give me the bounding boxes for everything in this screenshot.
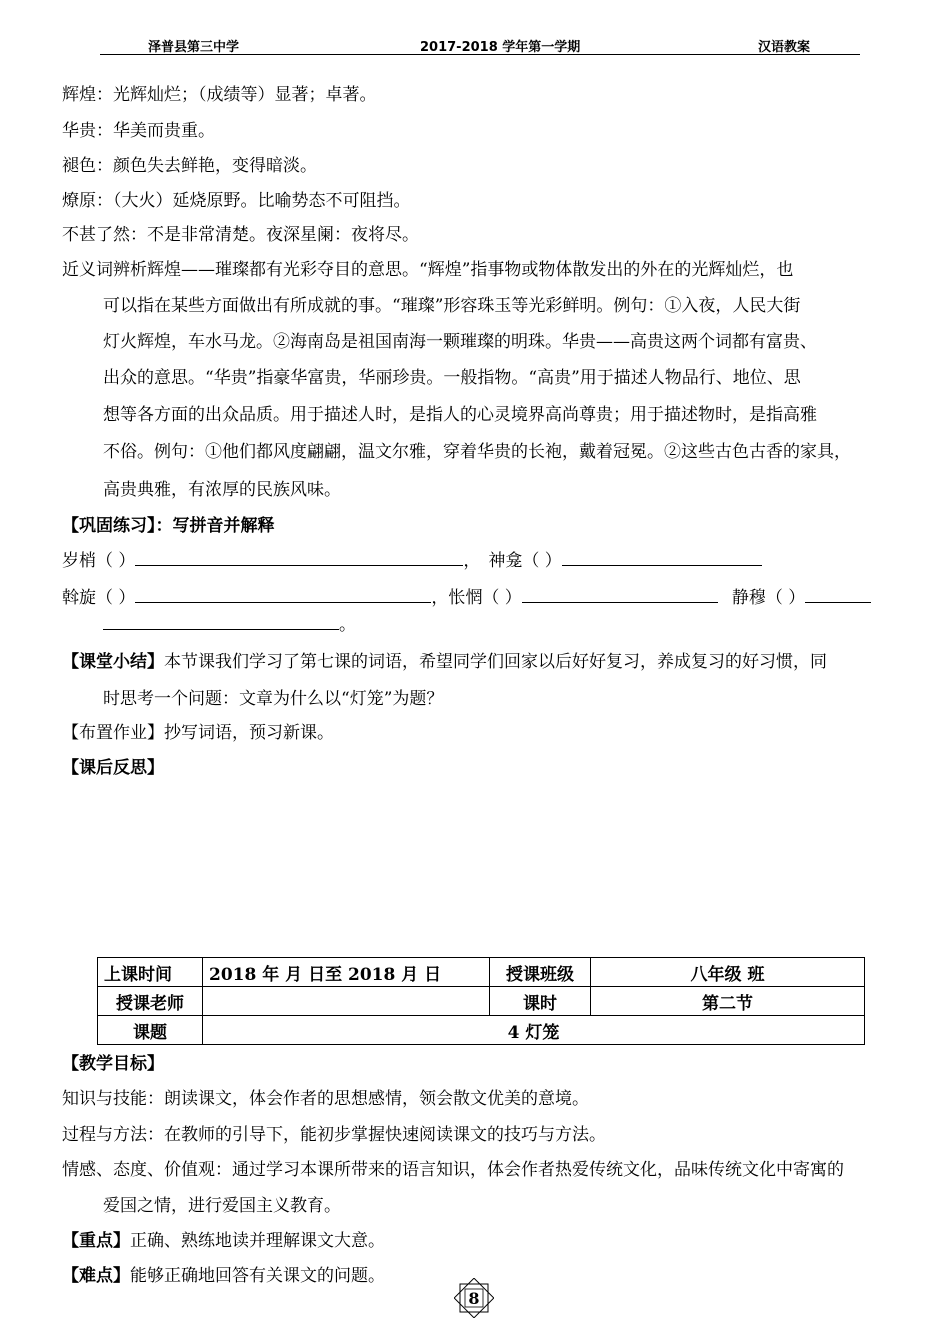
lesson-info-table	[97, 957, 865, 1045]
analysis-line: 可以指在某些方面做出有所成就的事。“璀璨”形容珠玉等光彩鲜明。例句：①入夜，人民大街	[103, 296, 801, 316]
page-header	[100, 34, 860, 55]
vocab-line: 华贵：华美而贵重。	[62, 121, 215, 141]
analysis-line: 想等各方面的出众品质。用于描述人时，是指人的心灵境界高尚尊贵；用于描述物时，是指高雅	[103, 405, 817, 425]
time-value: 2018 年 月 日至 2018 月 日	[203, 958, 490, 987]
key-point-line	[62, 1226, 385, 1251]
answer-blank[interactable]	[562, 551, 762, 566]
objective-emotion-cont: 爱国之情，进行爱国主义教育。	[103, 1196, 341, 1216]
pinyin-paren: （ ）	[522, 551, 562, 571]
homework-line	[62, 718, 334, 743]
exercise-word: 怅惘	[448, 588, 483, 608]
analysis-line: 高贵典雅，有浓厚的民族风味。	[103, 480, 341, 500]
exercise-word: 神龛	[488, 551, 523, 571]
vocab-line: 辉煌：光辉灿烂；（成绩等）显著；卓著。	[62, 85, 377, 105]
key-point-text: 正确、熟练地读并理解课文大意。	[130, 1231, 385, 1251]
class-label: 授课班级	[490, 958, 591, 987]
teacher-value	[203, 987, 490, 1016]
answer-blank[interactable]	[522, 588, 718, 603]
header-school: 泽普县第三中学	[148, 40, 240, 55]
exercise-row-2	[62, 583, 871, 608]
teacher-label: 授课老师	[98, 987, 203, 1016]
period: 。	[339, 615, 356, 635]
analysis-line: 出众的意思。“华贵”指豪华富贵，华丽珍贵。一般指物。“高贵”用于描述人物品行、地位、思	[103, 368, 801, 388]
pinyin-paren: （ ）	[96, 551, 136, 571]
objective-emotion: 情感、态度、价值观：通过学习本课所带来的语言知识，体会作者热爱传统文化，品味传统文化中寄寓的	[62, 1160, 844, 1180]
analysis-line: 灯火辉煌，车水马龙。②海南岛是祖国南海一颗璀璨的明珠。华贵——高贵这两个词都有富贵、	[103, 332, 817, 352]
class-value: 八年级 班	[591, 958, 865, 987]
answer-blank[interactable]	[135, 588, 431, 603]
difficulty-line	[62, 1261, 385, 1286]
difficulty-tag: 【难点】	[62, 1266, 130, 1286]
objectives-heading: 【教学目标】	[62, 1054, 164, 1074]
exercise-word: 静穆	[731, 588, 766, 608]
vocab-line: 不甚了然：不是非常清楚。夜深星阑：夜将尽。	[62, 225, 419, 245]
exercise-word: 斡旋	[62, 588, 96, 608]
vocab-line: 燎原：（大火）延烧原野。比喻势态不可阻挡。	[62, 191, 411, 211]
homework-tag: 【布置作业】	[62, 723, 164, 743]
exercise-row-3	[103, 610, 356, 635]
difficulty-text: 能够正确地回答有关课文的问题。	[130, 1266, 385, 1286]
homework-text: 抄写词语，预习新课。	[164, 723, 334, 743]
pinyin-paren: （ ）	[482, 588, 522, 608]
objective-knowledge: 知识与技能：朗读课文，体会作者的思想感情，领会散文优美的意境。	[62, 1089, 589, 1109]
answer-blank[interactable]	[103, 615, 339, 630]
comma: ，	[463, 551, 481, 571]
header-doc-type: 汉语教案	[758, 40, 811, 55]
exercise-word: 岁梢	[62, 551, 96, 571]
key-point-tag: 【重点】	[62, 1231, 130, 1251]
answer-blank[interactable]	[135, 551, 463, 566]
period-value: 第二节	[591, 987, 865, 1016]
time-label: 上课时间	[98, 958, 203, 987]
topic-label: 课题	[98, 1016, 203, 1045]
pinyin-paren: （ ）	[96, 588, 136, 608]
summary-line-2: 时思考一个问题：文章为什么以“灯笼”为题？	[103, 689, 444, 709]
topic-value: 4 灯笼	[203, 1016, 865, 1045]
reflection-heading: 【课后反思】	[62, 758, 164, 778]
exercise-heading: 【巩固练习】：写拼音并解释	[62, 516, 275, 536]
page-number-badge	[454, 1278, 494, 1318]
summary-tag: 【课堂小结】	[62, 652, 164, 672]
vocab-line: 褪色：颜色失去鲜艳，变得暗淡。	[62, 156, 317, 176]
summary-text: 本节课我们学习了第七课的词语，希望同学们回家以后好好复习，养成复习的好习惯，同	[164, 652, 827, 672]
exercise-row-1	[62, 546, 762, 571]
answer-blank[interactable]	[805, 588, 871, 603]
comma: ，	[431, 588, 449, 608]
objective-process: 过程与方法：在教师的引导下，能初步掌握快速阅读课文的技巧与方法。	[62, 1125, 606, 1145]
analysis-line: 近义词辨析辉煌——璀璨都有光彩夺目的意思。“辉煌”指事物或物体散发出的外在的光辉灿烂，也	[62, 260, 794, 280]
page-number: 8	[468, 1289, 480, 1308]
header-term: 2017-2018 学年第一学期	[420, 40, 581, 55]
summary-line-1	[62, 647, 827, 672]
analysis-line: 不俗。例句：①他们都风度翩翩，温文尔雅，穿着华贵的长袍，戴着冠冕。②这些古色古香的家具，	[103, 442, 851, 462]
pinyin-paren: （ ）	[765, 588, 806, 608]
period-label: 课时	[490, 987, 591, 1016]
